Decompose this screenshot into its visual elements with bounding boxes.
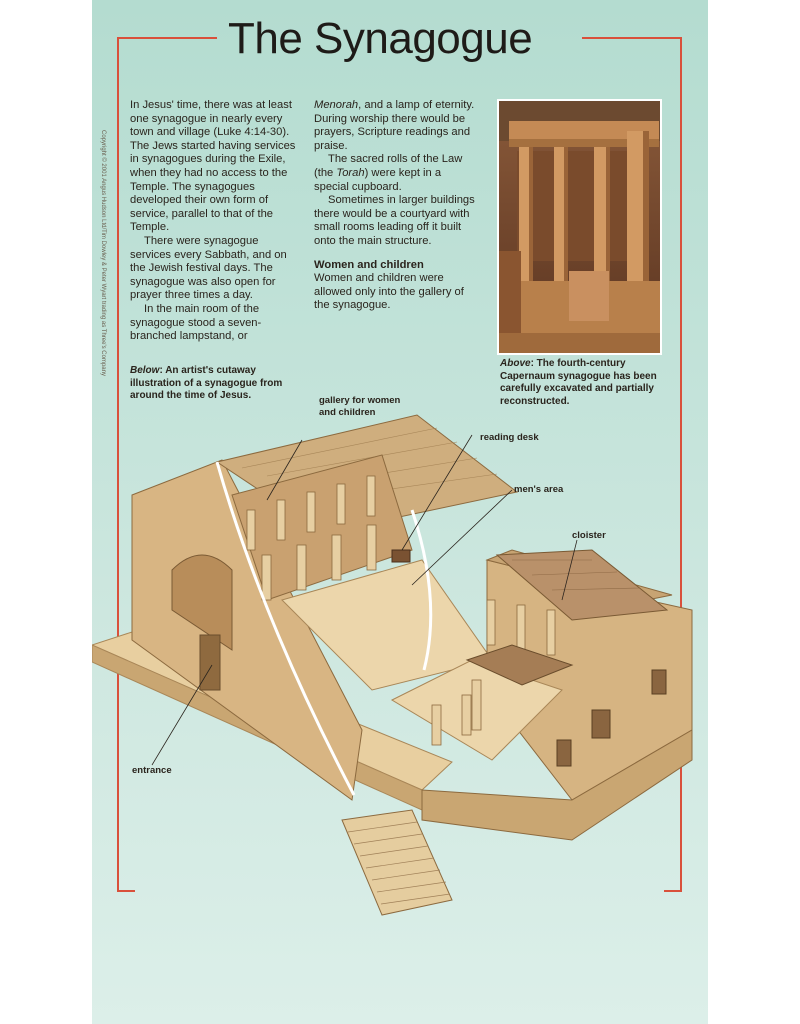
paragraph: Women and children were allowed only into the gallery of the synagogue.: [314, 272, 464, 312]
caption-below: [130, 365, 290, 403]
frame-line: [582, 37, 682, 39]
term-torah: Torah: [336, 166, 365, 179]
caption-text: : The fourth-century Capernaum synagogue has been carefully excavated and partially reconstructed.: [500, 358, 657, 407]
paragraph-text: ) were kept in a special cupboard.: [314, 166, 442, 193]
section-heading: Women and children: [314, 258, 424, 271]
caption-lead: Above: [500, 358, 531, 369]
frame-line: [117, 37, 217, 39]
paragraph: There were synagogue services every Sabbath, and on the Jewish festival days. The synagogue was also open for prayer three times a day.: [130, 234, 287, 302]
label-mens-area: men's area: [514, 484, 564, 495]
text-column-left: [130, 99, 298, 344]
paragraph: In the main room of the synagogue stood a seven-branched lampstand, or: [130, 302, 262, 343]
label-gallery: gallery for women and children: [319, 395, 401, 418]
label-cloister: cloister: [572, 530, 606, 541]
label-entrance: entrance: [132, 765, 172, 776]
copyright-notice: Copyright © 2001 Angus Hudson Ltd/Tim Dowley & Peter Wyart trading as Three's Company: [100, 130, 106, 376]
page-title: The Synagogue: [228, 14, 533, 63]
synagogue-cutaway-illustration: [92, 400, 708, 960]
caption-lead: Below: [130, 365, 160, 376]
book-page: [92, 0, 708, 1024]
paragraph-text: The sacred rolls of the Law (the: [314, 153, 463, 179]
paragraph: In Jesus' time, there was at least one synagogue in nearly every town and village (Luke 4:14-30). The Jews started having services in synagogues during the Exile, when they had no access to the Temple. The synagogues developed their own form of service, parallel to that of the Temple.: [130, 99, 296, 234]
paragraph: Sometimes in larger buildings there would be a courtyard with small rooms leading off it built onto the main structure.: [314, 194, 475, 247]
label-reading-desk: reading desk: [480, 432, 539, 443]
ruins-photo-image: [499, 101, 660, 353]
capernaum-ruins-photo: [497, 99, 662, 355]
paragraph-text: , and a lamp of eternity. During worship there would be prayers, Scripture readings and praise.: [314, 99, 475, 152]
term-menorah: Menorah: [314, 99, 359, 111]
caption-text: : An artist's cutaway illustration of a synagogue from around the time of Jesus.: [130, 365, 283, 401]
text-column-right: [314, 99, 476, 313]
paragraph: [314, 153, 476, 194]
paragraph: [314, 99, 476, 153]
